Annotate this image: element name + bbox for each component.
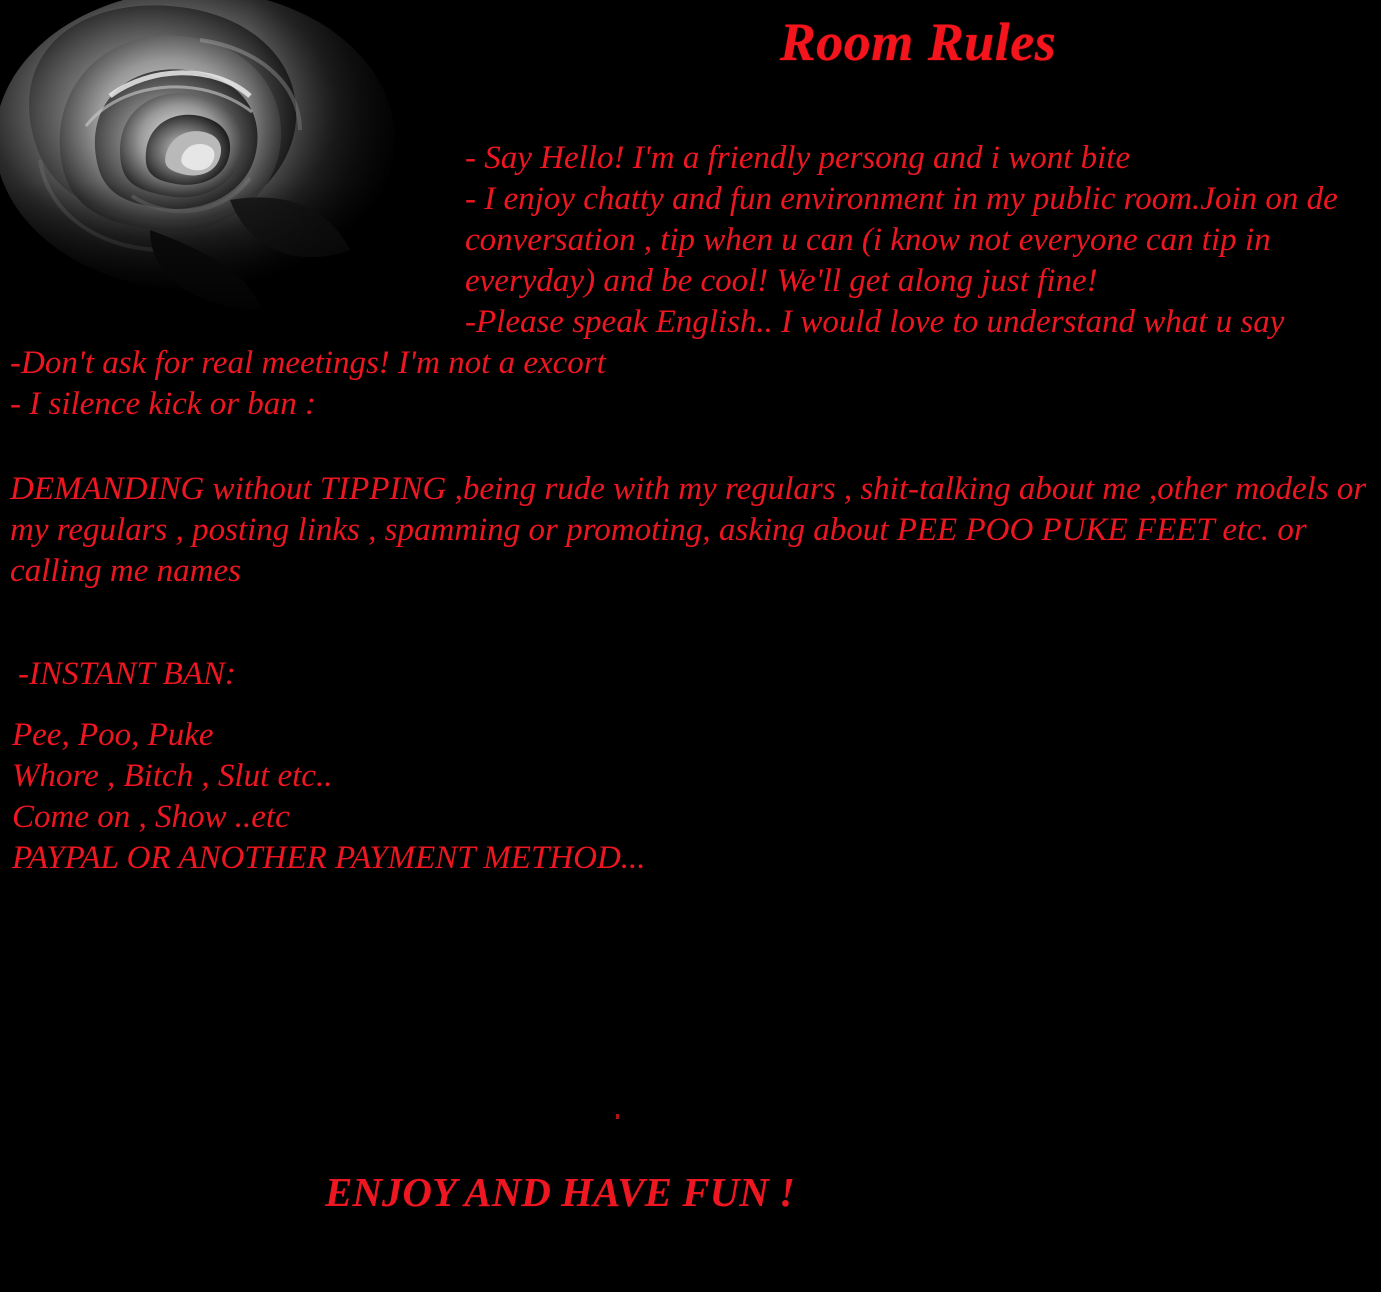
rule-line-5: - I silence kick or ban :: [10, 386, 317, 422]
rule-line-1: - Say Hello! I'm a friendly persong and i wont bite: [465, 140, 1131, 176]
rules-text-block: [10, 138, 1375, 879]
spacer-3: [10, 695, 1375, 715]
instant-ban-heading: -INSTANT BAN:: [18, 656, 236, 692]
rule-line-2: - I enjoy chatty and fun environment in my public room.Join on de conversation , tip when u can (i know not everyone can tip in everyday) and be cool! We'll get along just fine!: [465, 181, 1338, 299]
rose-text-wrap-spacer: [10, 138, 465, 323]
instant-ban-item: Pee, Poo, Puke: [12, 717, 214, 753]
closing-message: ENJOY AND HAVE FUN !: [324, 1169, 796, 1215]
rule-line-3: -Please speak English.. I would love to understand what u say: [465, 304, 1285, 340]
rule-line-4: -Don't ask for real meetings! I'm not a excort: [10, 345, 606, 381]
instant-ban-item: Come on , Show ..etc: [12, 799, 290, 835]
rule-line-6: DEMANDING without TIPPING ,being rude with my regulars , shit-talking about me ,other models or my regulars , posting links , spamming or promoting, asking about PEE POO PUKE FEET etc. or calling me names: [10, 471, 1367, 589]
spacer-2: [10, 592, 1375, 654]
instant-ban-item: Whore , Bitch , Slut etc..: [12, 758, 333, 794]
instant-ban-item: PAYPAL OR ANOTHER PAYMENT METHOD...: [12, 840, 646, 876]
spacer-1: [10, 425, 1375, 469]
stray-dot: [616, 1114, 619, 1119]
page-title: Room Rules: [779, 12, 1057, 72]
